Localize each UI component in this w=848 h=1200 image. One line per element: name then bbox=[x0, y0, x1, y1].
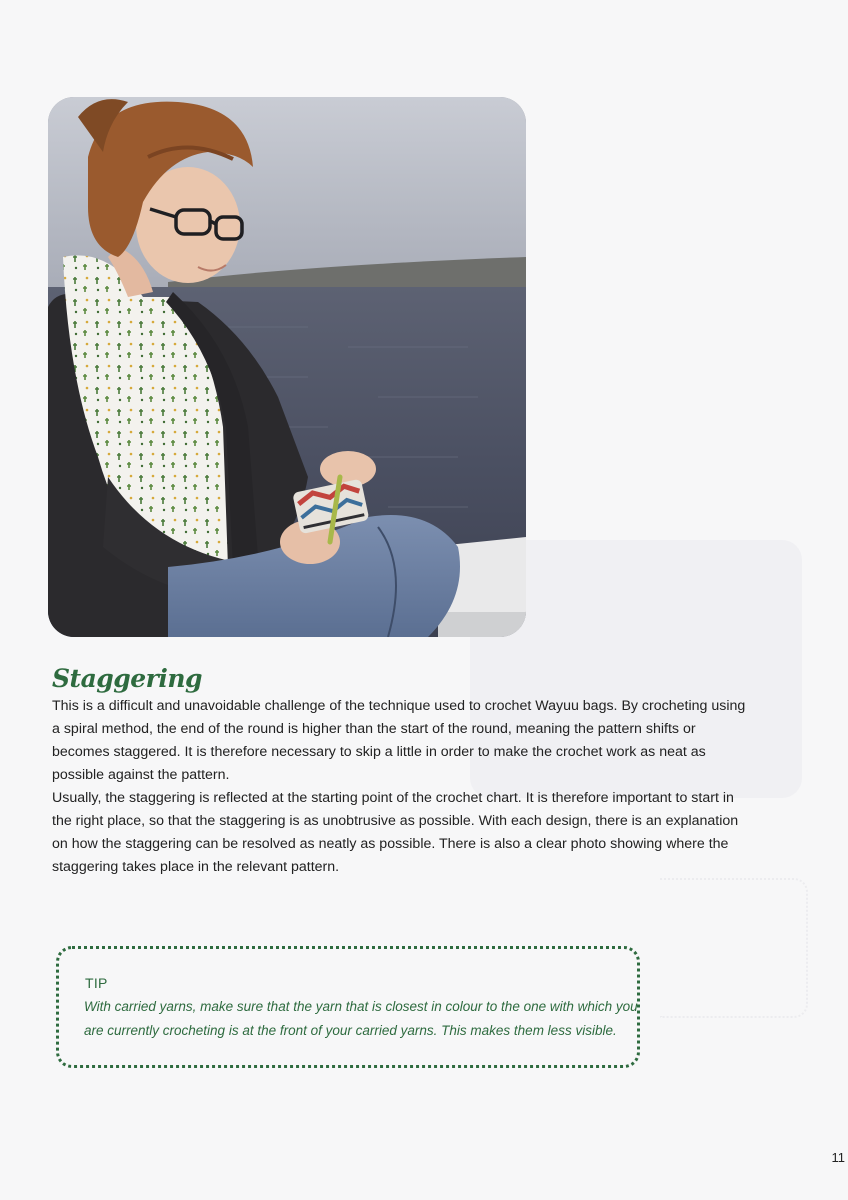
page-number: 11 bbox=[831, 1150, 845, 1165]
body-text bbox=[52, 695, 752, 879]
crocheting-photo bbox=[48, 97, 526, 637]
tip-text: With carried yarns, make sure that the yarn that is closest in colour to the one with which you are currently crocheting is at the front of your carried yarns. This makes them less visible. bbox=[84, 999, 638, 1038]
paragraph: Usually, the staggering is reflected at the starting point of the crochet chart. It is therefore important to start in the right place, so that the staggering is as unobtrusive as possible. With each design, there is an explanation on how the staggering can be resolved as neatly as possible. There is also a clear photo showing where the staggering takes place in the relevant pattern. bbox=[52, 790, 739, 875]
paragraph: This is a difficult and unavoidable challenge of the technique used to crochet Wayuu bags. By crocheting using a spiral method, the end of the round is higher than the start of the round, meaning the pattern shifts or becomes staggered. It is therefore necessary to skip a little in order to make the crochet work as neat as possible against the pattern. bbox=[52, 698, 746, 783]
tip-label: TIP bbox=[85, 975, 108, 991]
show-through-box bbox=[660, 878, 808, 1018]
section-heading: Staggering bbox=[52, 664, 202, 693]
tip-box bbox=[56, 946, 640, 1068]
